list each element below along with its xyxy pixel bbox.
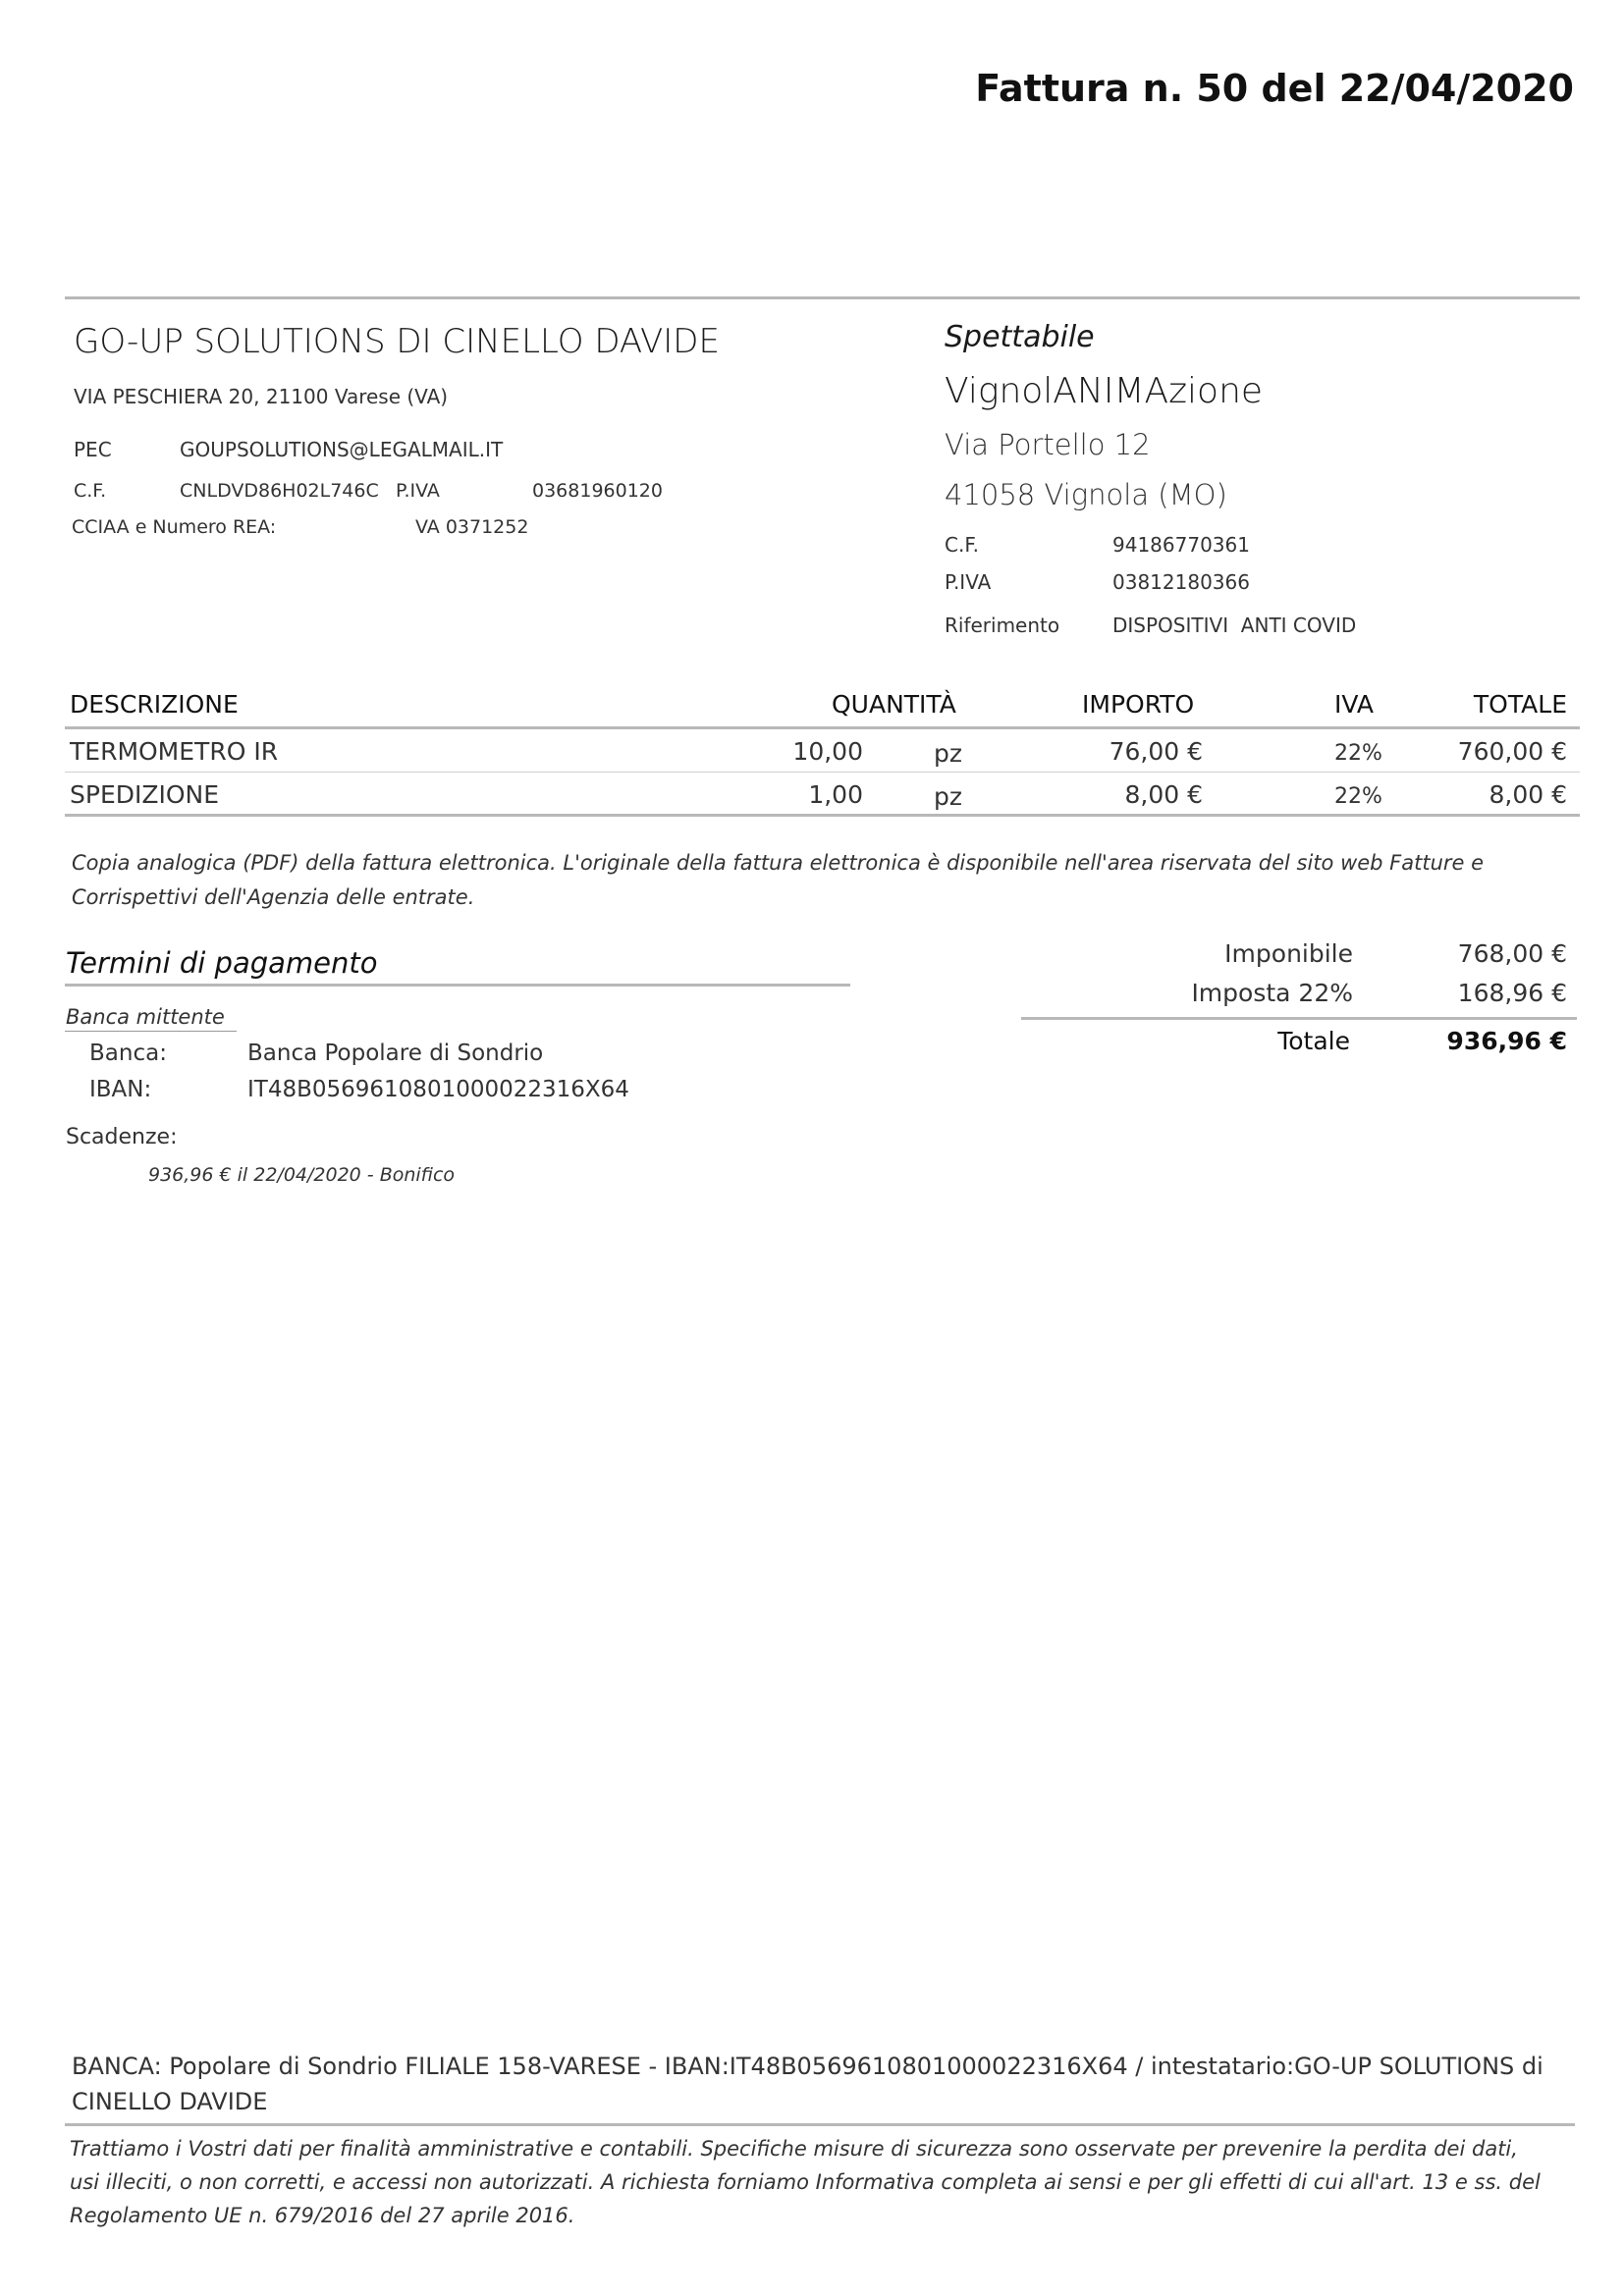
- col-header-descrizione: DESCRIZIONE: [70, 690, 239, 719]
- col-header-importo: IMPORTO: [1082, 690, 1195, 719]
- iban-value: IT48B0569610801000022316X64: [247, 1077, 629, 1102]
- table-row-unita: pz: [934, 739, 962, 768]
- col-header-quantita: QUANTITÀ: [832, 690, 956, 719]
- seller-cf: CNLDVD86H02L746C: [180, 480, 379, 502]
- buyer-cf-label: C.F.: [945, 533, 979, 557]
- payment-terms-title: Termini di pagamento: [66, 946, 378, 980]
- bank-section-underline: [65, 1031, 237, 1032]
- table-header-divider: [65, 726, 1580, 729]
- bank-label: Banca:: [89, 1041, 167, 1066]
- seller-pec: GOUPSOLUTIONS@LEGALMAIL.IT: [180, 438, 504, 461]
- buyer-street: Via Portello 12: [945, 428, 1151, 461]
- table-row-totale: 8,00 €: [1489, 780, 1567, 809]
- table-row-iva: 22%: [1334, 741, 1382, 766]
- buyer-piva: 03812180366: [1112, 570, 1250, 594]
- col-header-totale: TOTALE: [1473, 690, 1567, 719]
- totale-value: 936,96 €: [1446, 1027, 1567, 1055]
- table-row-descrizione: TERMOMETRO IR: [70, 737, 279, 766]
- table-bottom-divider: [65, 814, 1580, 817]
- seller-name: GO-UP SOLUTIONS DI CINELLO DAVIDE: [74, 322, 720, 361]
- deadlines-label: Scadenze:: [66, 1125, 178, 1149]
- seller-piva-label: P.IVA: [396, 480, 440, 502]
- table-row-importo: 76,00 €: [1109, 737, 1203, 766]
- col-header-iva: IVA: [1334, 690, 1374, 719]
- table-row-iva: 22%: [1334, 784, 1382, 809]
- imposta-label: Imposta 22%: [1191, 979, 1353, 1007]
- table-row-quantita: 1,00: [808, 780, 863, 809]
- bank-name: Banca Popolare di Sondrio: [247, 1041, 544, 1066]
- table-row-totale: 760,00 €: [1457, 737, 1567, 766]
- table-row-importo: 8,00 €: [1124, 780, 1203, 809]
- table-row-unita: pz: [934, 782, 962, 811]
- header-divider: [65, 296, 1580, 299]
- seller-address: VIA PESCHIERA 20, 21100 Varese (VA): [74, 385, 449, 408]
- seller-rea-label: CCIAA e Numero REA:: [72, 516, 277, 538]
- footer-divider: [65, 2123, 1575, 2126]
- seller-rea: VA 0371252: [415, 516, 529, 538]
- buyer-name: VignolANIMAzione: [945, 371, 1264, 411]
- seller-piva: 03681960120: [532, 480, 663, 502]
- imponibile-label: Imponibile: [1224, 939, 1353, 968]
- table-row-quantita: 10,00: [792, 737, 863, 766]
- seller-pec-label: PEC: [74, 438, 112, 461]
- invoice-title: Fattura n. 50 del 22/04/2020: [975, 67, 1574, 110]
- seller-cf-label: C.F.: [74, 480, 107, 502]
- buyer-ref: DISPOSITIVI ANTI COVID: [1112, 614, 1357, 637]
- imponibile-value: 768,00 €: [1457, 939, 1567, 968]
- table-row-divider: [65, 772, 1580, 773]
- totals-divider: [1021, 1017, 1577, 1020]
- buyer-piva-label: P.IVA: [945, 570, 992, 594]
- footer-bank-details: BANCA: Popolare di Sondrio FILIALE 158-VARESE - IBAN:IT48B0569610801000022316X64 / intestatario:GO-UP SOLUTIONS di CINELLO DAVIDE: [72, 2053, 1543, 2115]
- iban-label: IBAN:: [89, 1077, 152, 1102]
- buyer-cf: 94186770361: [1112, 533, 1250, 557]
- buyer-city: 41058 Vignola (MO): [945, 478, 1227, 511]
- payment-terms-divider: [65, 984, 850, 987]
- totale-label: Totale: [1277, 1027, 1350, 1055]
- bank-section-label: Banca mittente: [66, 1005, 225, 1029]
- buyer-ref-label: Riferimento: [945, 614, 1060, 637]
- table-row-descrizione: SPEDIZIONE: [70, 780, 220, 809]
- footer-privacy-notice: Trattiamo i Vostri dati per finalità amministrative e contabili. Specifiche misure di sicurezza sono osservate per prevenire la perdita dei dati, usi illeciti, o non corretti, e accessi non autorizzati. A richiesta forniamo Informativa completa ai sensi e per gli effetti di cui all'art. 13 e ss. del Regolamento UE n. 679/2016 del 27 aprile 2016.: [70, 2137, 1541, 2227]
- buyer-label: Spettabile: [945, 320, 1095, 354]
- imposta-value: 168,96 €: [1457, 979, 1567, 1007]
- electronic-invoice-note: Copia analogica (PDF) della fattura elettronica. L'originale della fattura elettronica è disponibile nell'area riservata del sito web Fatture e Corrispettivi dell'Agenzia delle entrate.: [72, 851, 1485, 909]
- deadline-item: 936,96 € il 22/04/2020 - Bonifico: [148, 1164, 456, 1186]
